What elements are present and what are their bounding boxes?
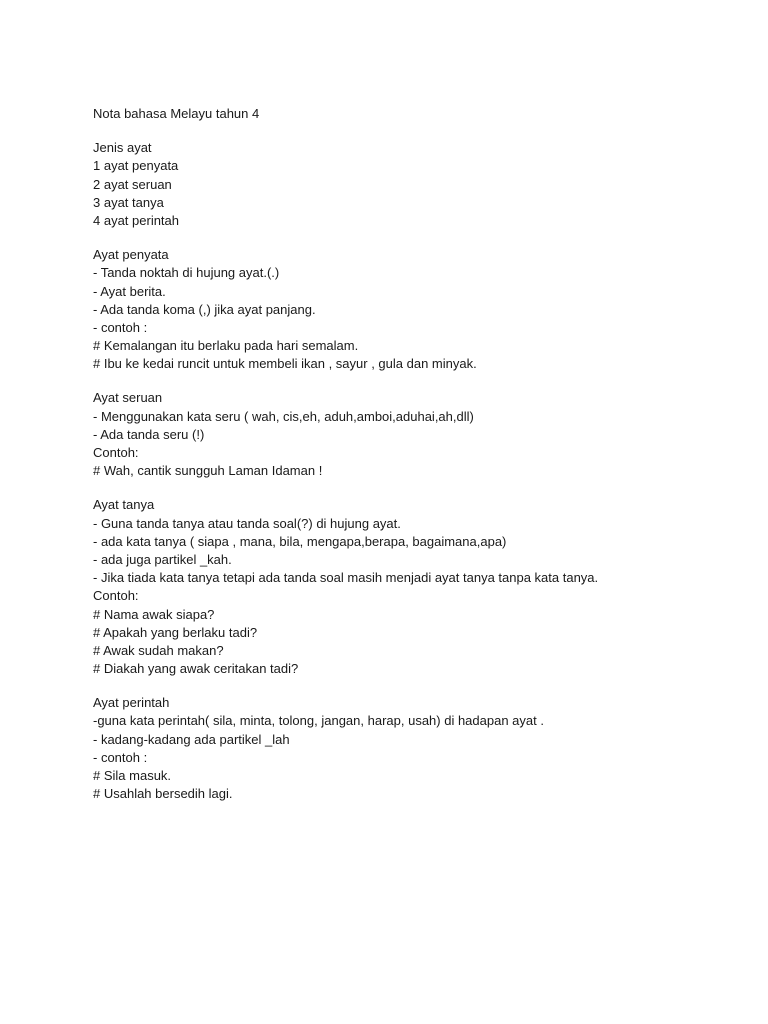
example-line: # Diakah yang awak ceritakan tadi?	[93, 661, 299, 677]
list-item: 1 ayat penyata	[93, 158, 179, 174]
text-line: - Ada tanda koma (,) jika ayat panjang.	[93, 301, 316, 317]
text-line: Contoh:	[93, 445, 139, 460]
section-ayat-tanya	[93, 496, 753, 678]
section-heading: Ayat penyata	[93, 247, 169, 263]
text-line: - contoh :	[93, 319, 148, 335]
example-line: # Wah, cantik sungguh Laman Idaman !	[93, 463, 323, 479]
example-line: # Sila masuk.	[93, 768, 172, 783]
text-line: - Guna tanda tanya atau tanda soal(?) di hujung ayat.	[93, 515, 401, 531]
spacer	[93, 123, 753, 139]
section-ayat-penyata	[93, 246, 753, 373]
text-line: - kadang-kadang ada partikel _lah	[93, 731, 290, 747]
spacer	[93, 373, 753, 389]
section-heading: Ayat perintah	[93, 695, 170, 711]
example-line: # Awak sudah makan?	[93, 642, 224, 658]
list-item: 2 ayat seruan	[93, 176, 172, 192]
example-line: # Nama awak siapa?	[93, 606, 215, 622]
text-line: - contoh :	[93, 749, 148, 765]
text-line: - Ayat berita.	[93, 283, 166, 299]
text-line: - ada juga partikel _kah.	[93, 551, 232, 567]
text-line: Contoh:	[93, 588, 139, 604]
text-line: - ada kata tanya ( siapa , mana, bila, mengapa,berapa, bagaimana,apa)	[93, 533, 507, 549]
section-heading: Jenis ayat	[93, 140, 152, 156]
text-line: -guna kata perintah( sila, minta, tolong, jangan, harap, usah) di hadapan ayat .	[93, 713, 544, 729]
section-jenis-ayat	[93, 139, 753, 230]
example-line: # Ibu ke kedai runcit untuk membeli ikan , sayur , gula dan minyak.	[93, 356, 477, 372]
example-line: # Kemalangan itu berlaku pada hari semalam.	[93, 338, 359, 354]
text-line: - Tanda noktah di hujung ayat.(.)	[93, 265, 280, 281]
text-line: - Ada tanda seru (!)	[93, 426, 205, 442]
section-ayat-perintah	[93, 694, 753, 803]
example-line: # Usahlah bersedih lagi.	[93, 786, 233, 802]
section-heading: Ayat seruan	[93, 390, 163, 406]
document-title: Nota bahasa Melayu tahun 4	[93, 106, 260, 121]
list-item: 4 ayat perintah	[93, 212, 180, 228]
text-line: - Jika tiada kata tanya tetapi ada tanda soal masih menjadi ayat tanya tanpa kata tanya.	[93, 570, 599, 586]
section-heading: Ayat tanya	[93, 497, 155, 513]
list-item: 3 ayat tanya	[93, 194, 164, 210]
section-ayat-seruan	[93, 389, 753, 480]
spacer	[93, 480, 753, 496]
text-line: - Menggunakan kata seru ( wah, cis,eh, aduh,amboi,aduhai,ah,dll)	[93, 408, 474, 424]
spacer	[93, 230, 753, 246]
spacer	[93, 678, 753, 694]
example-line: # Apakah yang berlaku tadi?	[93, 624, 258, 640]
document-page	[93, 105, 753, 803]
